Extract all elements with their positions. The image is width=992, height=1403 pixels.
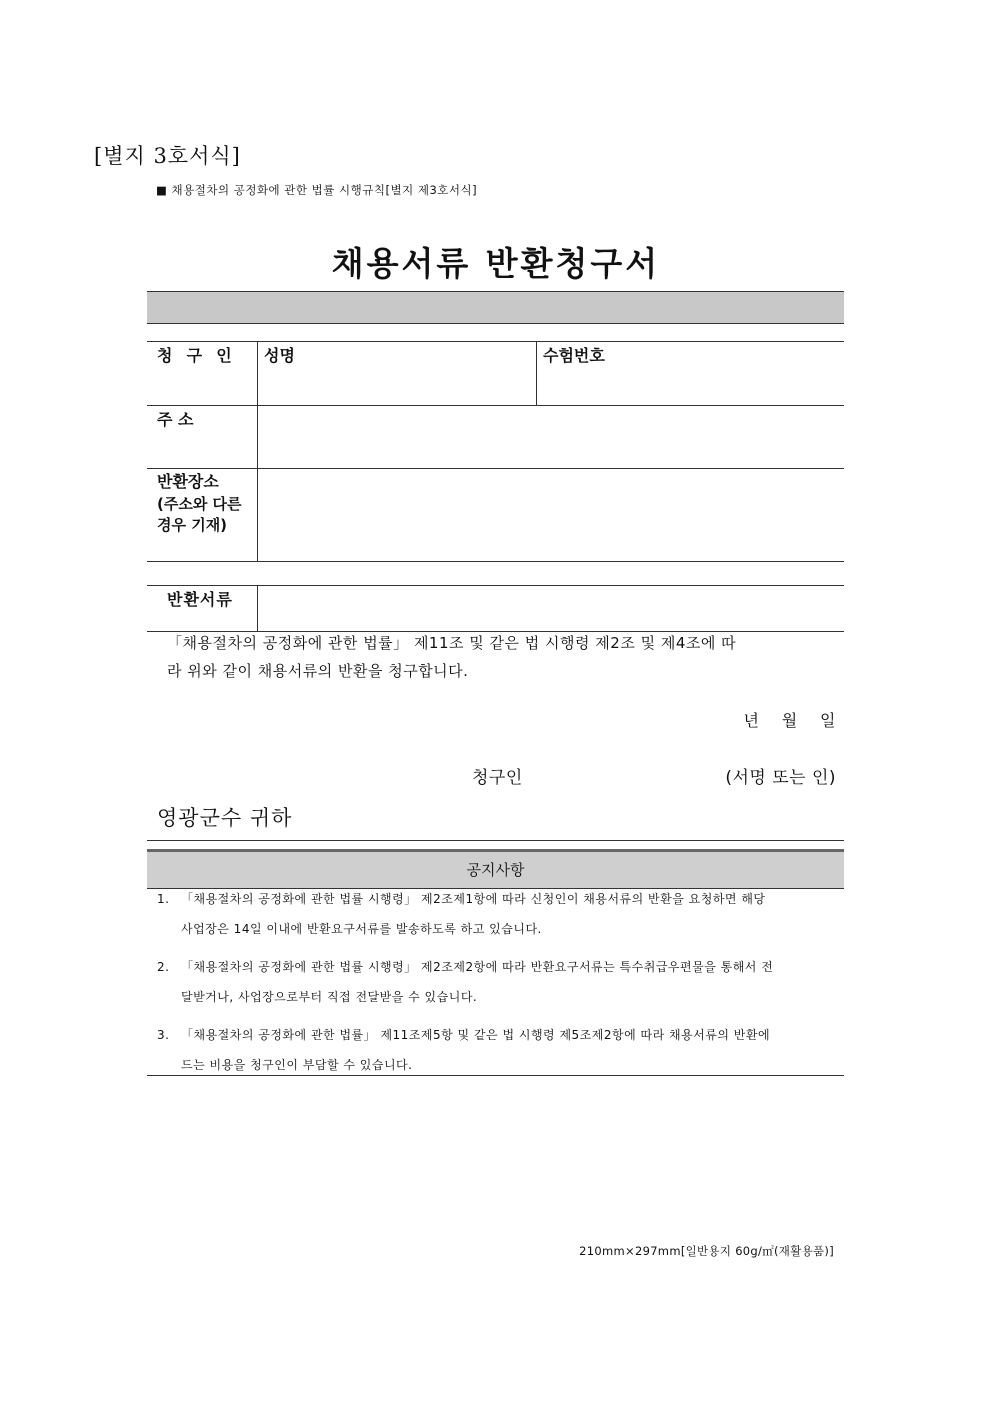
paper-spec: 210mm×297mm[일반용지 60g/㎡(재활용품)] [579,1244,834,1258]
address-input-area[interactable] [262,409,841,465]
notice-text: 「채용절차의 공정화에 관한 법률 시행령」 제2조제1항에 따라 신청인이 채용서류의 반환을 요청하면 해당 [181,892,766,906]
statement-line-2: 라 위와 같이 채용서류의 반환을 청구합니다. [167,662,469,680]
signature-note: (서명 또는 인) [725,768,836,788]
table-rule [147,561,844,562]
section-divider [147,840,844,841]
table-rule [147,468,844,469]
header-shaded-bar [147,291,844,324]
table-divider [536,341,537,405]
exam-number-label: 수험번호 [543,346,605,365]
notice-text: 「채용절차의 공정화에 관한 법률」 제11조제5항 및 같은 법 시행령 제5조제2항에 따라 채용서류의 반환에 [181,1028,771,1042]
notice-text-cont: 드는 비용을 청구인이 부담할 수 있습니다. [181,1058,413,1072]
request-statement [167,629,847,685]
notice-text: 「채용절차의 공정화에 관한 법률 시행령」 제2조제2항에 따라 반환요구서류는 특수취급우편물을 통해서 전 [181,960,774,974]
return-documents-label: 반환서류 [167,590,233,609]
notice-item [157,1020,847,1080]
notice-item [157,884,847,944]
date-line: 년 월 일 [743,711,836,730]
name-label: 성명 [264,346,295,365]
statement-line-1: 「채용절차의 공정화에 관한 법률」 제11조 및 같은 법 시행령 제2조 및 제4조에 따 [167,634,737,652]
return-place-note-1: (주소와 다른 [157,495,242,513]
claimant-label: 청 구 인 [157,346,233,365]
notice-list [157,884,847,1080]
notice-text-cont: 사업장은 14일 이내에 반환요구서류를 발송하도록 하고 있습니다. [181,922,542,936]
table-divider [257,341,258,561]
table-divider [257,585,258,631]
table-rule [147,585,844,586]
notice-bottom-rule [147,1075,844,1076]
document-title: 채용서류 반환청구서 [331,244,661,283]
notice-number: 3. [157,1028,170,1042]
exam-number-input-area[interactable] [541,366,841,402]
name-input-area[interactable] [262,366,532,402]
notice-number: 2. [157,960,170,974]
return-place-note-2: 경우 기재) [157,516,228,534]
return-place-input-area[interactable] [262,472,841,558]
addressee: 영광군수 귀하 [157,806,293,830]
address-label: 주 소 [157,410,194,429]
notice-number: 1. [157,892,170,906]
claimant-sign-label: 청구인 [472,768,523,788]
return-place-label [157,470,242,536]
return-documents-input-area[interactable] [262,589,841,629]
table-rule [147,405,844,406]
return-place-title: 반환장소 [157,472,219,491]
table-rule [147,341,844,342]
regulation-subtitle: ■ 채용절차의 공정화에 관한 법률 시행규칙[별지 제3호서식] [156,183,478,197]
notice-item [157,952,847,1012]
notice-text-cont: 달받거나, 사업장으로부터 직접 전달받을 수 있습니다. [181,990,478,1004]
notice-header: 공지사항 [147,849,844,889]
form-number-label: [별지 3호서식] [94,144,241,168]
